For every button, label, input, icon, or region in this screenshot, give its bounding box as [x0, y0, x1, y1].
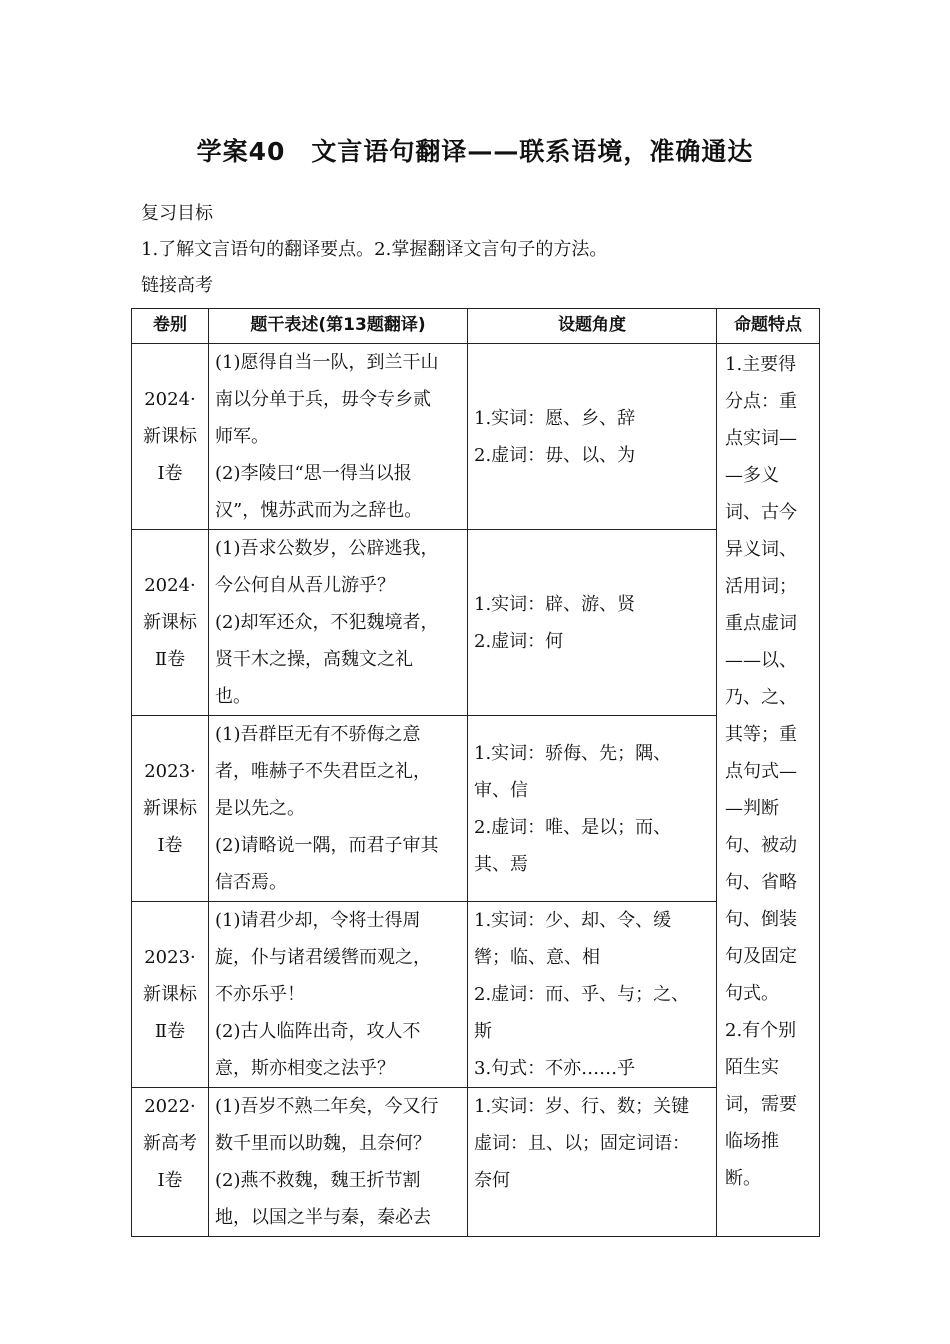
- angle-cell: 1.实词：骄侮、先；隅、 审、信 2.虚词：唯、是以；而、 其、焉: [468, 716, 717, 902]
- volume-cell: 2022· 新高考 Ⅰ卷: [132, 1088, 209, 1237]
- section-heading-goals: 复习目标: [141, 203, 213, 224]
- section-heading-exam: 链接高考: [141, 275, 213, 296]
- header-volume: 卷别: [132, 309, 209, 344]
- stem-cell: (1)愿得自当一队，到兰干山 南以分单于兵，毋令专乡贰 师军。 (2)李陵曰“思一得当以报 汉”，愧苏武而为之辞也。: [209, 344, 468, 530]
- feature-cell: 1.主要得 分点：重 点实词— —多义 词、古今 异义词、 活用词； 重点虚词 ——以、 乃、之、 其等；重 点句式— —判断 句、被动 句、省略 句、倒装 句及固定 句式。 2.有个别 陌生实 词，需要 临场推 断。: [717, 344, 820, 1237]
- volume-cell: 2023· 新课标 Ⅱ卷: [132, 902, 209, 1088]
- angle-cell: 1.实词：少、却、令、缓 辔；临、意、相 2.虚词：而、乎、与；之、 斯 3.句式：不亦……乎: [468, 902, 717, 1088]
- table-row: [132, 902, 820, 1088]
- goals-text: 1.了解文言语句的翻译要点。2.掌握翻译文言句子的方法。: [141, 239, 608, 260]
- page-title: 学案40 文言语句翻译——联系语境，准确通达: [196, 137, 754, 166]
- volume-cell: 2024· 新课标 Ⅱ卷: [132, 530, 209, 716]
- stem-cell: (1)请君少却，令将士得周 旋，仆与诸君缓辔而观之， 不亦乐乎！ (2)古人临阵出奇，攻人不 意，斯亦相变之法乎？: [209, 902, 468, 1088]
- header-stem: 题干表述(第13题翻译): [209, 309, 468, 344]
- angle-cell: 1.实词：辟、游、贤 2.虚词：何: [468, 530, 717, 716]
- stem-cell: (1)吾求公数岁，公辟逃我， 今公何自从吾儿游乎？ (2)却军还众，不犯魏境者， 贤干木之操，高魏文之礼 也。: [209, 530, 468, 716]
- angle-cell: 1.实词：岁、行、数；关键 虚词：且、以；固定词语： 奈何: [468, 1088, 717, 1237]
- table-row: [132, 1088, 820, 1237]
- exam-table: [131, 308, 820, 1237]
- stem-cell: (1)吾群臣无有不骄侮之意 者，唯赫子不失君臣之礼， 是以先之。 (2)请略说一隅，而君子审其 信否焉。: [209, 716, 468, 902]
- header-feature: 命题特点: [717, 309, 820, 344]
- table-row: [132, 530, 820, 716]
- table-row: [132, 716, 820, 902]
- angle-cell: 1.实词：愿、乡、辞 2.虚词：毋、以、为: [468, 344, 717, 530]
- header-angle: 设题角度: [468, 309, 717, 344]
- table-header-row: [132, 309, 820, 344]
- stem-cell: (1)吾岁不熟二年矣，今又行 数千里而以助魏，且奈何？ (2)燕不救魏，魏王折节割 地，以国之半与秦，秦必去: [209, 1088, 468, 1237]
- volume-cell: 2023· 新课标 Ⅰ卷: [132, 716, 209, 902]
- table-row: [132, 344, 820, 530]
- volume-cell: 2024· 新课标 Ⅰ卷: [132, 344, 209, 530]
